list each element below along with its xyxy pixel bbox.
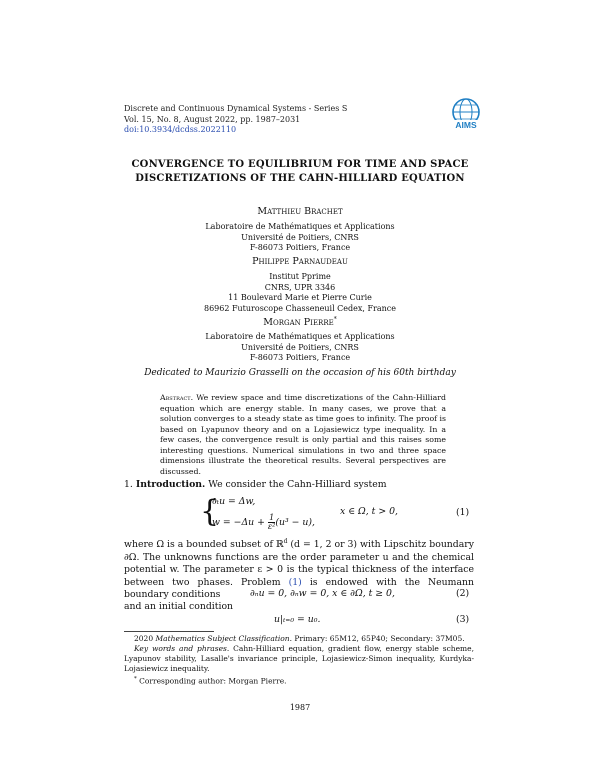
equation-number-3: (3)	[456, 614, 470, 625]
keywords-text: Cahn-Hilliard equation, gradient flow, energy stable scheme, Lyapunov stability, Lasalle's invariance principle, Lojasiewicz-Simon inequality, Kurdyka-Lojasiewicz inequality.	[124, 644, 474, 673]
doi-link[interactable]: doi:10.3934/dcdss.2022110	[124, 125, 237, 134]
equation-number-2: (2)	[456, 588, 470, 599]
equation-number-1: (1)	[456, 507, 470, 518]
affiliation-1	[60, 222, 540, 254]
author-name-1: Matthieu Brachet	[257, 206, 343, 217]
p1-text-c: is endowed with the Neumann boundary conditions	[124, 576, 474, 601]
abstract-label: Abstract.	[160, 393, 194, 402]
corresponding-footnote-mark: *	[134, 676, 137, 682]
keywords-label: Key words and phrases.	[134, 644, 230, 653]
affiliation-line: 11 Boulevard Marie et Pierre Curie	[228, 293, 372, 302]
affiliation-2	[60, 272, 540, 314]
footnote-rule	[124, 631, 214, 632]
frac-numerator: 1	[269, 513, 275, 522]
affiliation-line: Université de Poitiers, CNRS	[241, 342, 359, 352]
dedication: Dedicated to Maurizio Grasselli on the occasion of his 60th birthday	[144, 368, 456, 378]
journal-name: Discrete and Continuous Dynamical Systems - Series S	[124, 104, 348, 113]
msc-label: Mathematics Subject Classification.	[155, 634, 293, 643]
author-name-2: Philippe Parnaudeau	[252, 256, 348, 267]
corresponding-mark: *	[333, 316, 337, 323]
affiliation-line: Institut Pprime	[269, 272, 331, 281]
title-line-1: CONVERGENCE TO EQUILIBRIUM FOR TIME AND SPACE	[131, 159, 469, 170]
intro-lead: We consider the Cahn-Hilliard system	[208, 479, 387, 490]
affiliation-line: Laboratoire de Mathématiques et Applications	[205, 222, 395, 231]
msc-text: Primary: 65M12, 65P40; Secondary: 37M05.	[294, 634, 465, 643]
globe-icon	[446, 95, 486, 135]
equation-2: ∂ₙu = 0, ∂ₙw = 0, x ∈ ∂Ω, t ≥ 0,	[250, 588, 395, 599]
affiliation-3	[60, 332, 540, 364]
eq1-line-1: ∂ₜu = Δw,	[212, 496, 256, 507]
equation-ref-link[interactable]: (1)	[288, 576, 302, 588]
equation-1	[200, 494, 480, 534]
affiliation-line: F-86073 Poitiers, France	[249, 353, 351, 362]
affiliation-line: CNRS, UPR 3346	[264, 282, 336, 292]
left-brace: {	[200, 494, 220, 529]
p1-text-a: where Ω is a bounded subset of ℝ	[124, 539, 284, 551]
logo-text: AIMS	[455, 120, 477, 130]
section-intro-heading	[124, 479, 474, 492]
p1-text-b: (d = 1, 2 or 3) with Lipschitz boundary ∂Ω. The unknowns functions are the order parameter u and the chemical potential w. The parameter ε > 0 is the typical thickness of the interface between two phases. Problem	[124, 539, 474, 588]
eq1-line-2	[212, 514, 315, 531]
affiliation-line: F-86073 Poitiers, France	[249, 243, 351, 252]
eq1-domain: x ∈ Ω, t > 0,	[340, 506, 398, 517]
journal-volume: Vol. 15, No. 8, August 2022, pp. 1987–2031	[124, 114, 301, 124]
section-title: Introduction.	[135, 479, 206, 490]
p1-superscript: d	[283, 538, 288, 545]
intro-paragraph-2: and an initial condition	[124, 601, 234, 612]
page-number: 1987	[289, 703, 311, 712]
msc-year: 2020	[134, 634, 154, 643]
author-name: Morgan Pierre	[263, 317, 334, 329]
eq1-term-a: w = −Δu +	[212, 517, 268, 528]
section-number: 1.	[124, 479, 133, 490]
eq1-term-b: (u³ − u),	[275, 517, 315, 528]
paper-title	[60, 158, 540, 186]
affiliation-line: Université de Poitiers, CNRS	[241, 232, 359, 242]
footnote-corresponding	[124, 674, 474, 687]
equation-3: u|ₜ₌₀ = u₀.	[274, 614, 321, 625]
title-line-2: DISCRETIZATIONS OF THE CAHN-HILLIARD EQUATION	[135, 173, 465, 184]
affiliation-line: Laboratoire de Mathématiques et Applications	[205, 332, 395, 341]
footnotes	[124, 634, 474, 687]
aims-logo	[446, 95, 486, 135]
affiliation-line: 86962 Futuroscope Chasseneuil Cedex, France	[203, 303, 396, 313]
abstract-text: We review space and time discretizations of the Cahn-Hilliard equation which are energy stable. In many cases, we prove that a solution converges to a steady state as time goes to infinity. The proof is based on Lyapunov theory and on a Lojasiewicz type inequality. In a few cases, the convergence result is only partial and this raises some interesting questions. Numerical simulations in two and three space dimensions illustrate the theoretical results. Several perspectives are discussed.	[160, 393, 447, 476]
corresponding-text: Corresponding author: Morgan Pierre.	[139, 676, 287, 686]
frac-denominator: ε²	[267, 522, 276, 531]
footnote-msc	[124, 634, 474, 644]
journal-header	[124, 104, 444, 136]
footnote-keywords	[124, 644, 474, 674]
author-name-3	[60, 316, 540, 328]
abstract	[160, 393, 446, 477]
